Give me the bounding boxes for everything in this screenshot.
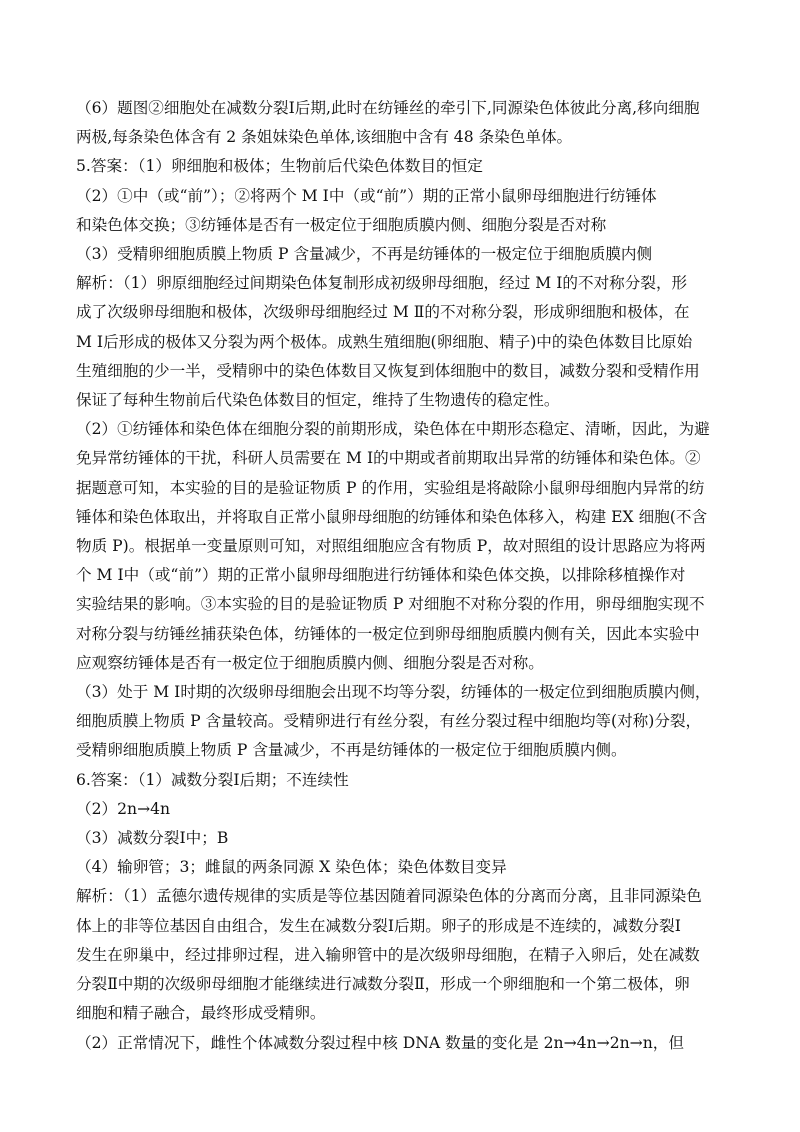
text-line: （3）受精卵细胞质膜上物质 P 含量减少，不再是纺锤体的一极定位于细胞质膜内侧 [76,245,653,264]
text-line: （2）正常情况下，雌性个体减数分裂过程中核 DNA 数量的变化是 2n→4n→2n→n，但 [76,1033,684,1052]
text-line: 个 M Ⅰ中（或“前”）期的正常小鼠卵母细胞进行纺锤体和染色体交换，以排除移植操作对 [76,566,686,585]
text-line: （3）处于 M Ⅰ时期的次级卵母细胞会出现不均等分裂，纺锤体的一极定位到细胞质膜内侧， [76,683,711,702]
answer-heading-6: 6.答案：（1）减数分裂Ⅰ后期；不连续性 [76,770,349,789]
text-line: 细胞质膜上物质 P 含量较高。受精卵进行有丝分裂，有丝分裂过程中细胞均等(对称)分裂， [76,712,702,731]
text-line: 应观察纺锤体是否有一极定位于细胞质膜内侧、细胞分裂是否对称。 [76,653,544,672]
text-line: 两极,每条染色体含有 2 条姐妹染色单体,该细胞中含有 48 条染色单体。 [76,128,573,147]
text-line: 分裂Ⅱ中期的次级卵母细胞才能继续进行减数分裂Ⅱ，形成一个卵细胞和一个第二极体，卵 [76,975,690,994]
text-line: 发生在卵巢中，经过排卵过程，进入输卵管中的是次级卵母细胞，在精子入卵后，处在减数 [76,945,700,964]
text-line: 成了次级卵母细胞和极体，次级卵母细胞经过 M Ⅱ的不对称分裂，形成卵细胞和极体，在 [76,303,690,322]
text-line: 受精卵细胞质膜上物质 P 含量减少，不再是纺锤体的一极定位于细胞质膜内侧。 [76,741,627,760]
text-line: 生殖细胞的少一半，受精卵中的染色体数目又恢复到体细胞中的数目，减数分裂和受精作用 [76,361,700,380]
text-line: 实验结果的影响。③本实验的目的是验证物质 P 对细胞不对称分裂的作用，卵母细胞实现不 [76,595,705,614]
text-line: 对称分裂与纺锤丝捕获染色体，纺锤体的一极定位到卵母细胞质膜内侧有关，因此本实验中 [76,624,700,643]
text-line: （3）减数分裂Ⅰ中；B [76,829,229,848]
text-line: 锤体和染色体取出，并将取自正常小鼠卵母细胞的纺锤体和染色体移入，构建 EX 细胞(不含 [76,507,708,526]
text-line: 细胞和精子融合，最终形成受精卵。 [76,1004,326,1023]
text-line: 据题意可知，本实验的目的是验证物质 P 的作用，实验组是将敲除小鼠卵母细胞内异常的纺 [76,478,705,497]
text-line: 体上的非等位基因自由组合，发生在减数分裂Ⅰ后期。卵子的形成是不连续的，减数分裂Ⅰ [76,916,681,935]
document-page [76,94,738,1058]
text-line: M Ⅰ后形成的极体又分裂为两个极体。成熟生殖细胞(卵细胞、精子)中的染色体数目比原始 [76,332,693,351]
text-line: 免异常纺锤体的干扰，科研人员需要在 M Ⅰ的中期或者前期取出异常的纺锤体和染色体。② [76,449,701,468]
text-line: 物质 P)。根据单一变量原则可知，对照组细胞应含有物质 P，故对照组的设计思路应为将两 [76,537,706,556]
analysis-heading: 解析：（1）孟德尔遗传规律的实质是等位基因随着同源染色体的分离而分离，且非同源染色 [76,887,702,906]
text-line: （2）①纺锤体和染色体在细胞分裂的前期形成，染色体在中期形态稳定、清晰，因此，为避 [76,420,710,439]
text-line: （2）①中（或“前”）；②将两个 M Ⅰ中（或“前”）期的正常小鼠卵母细胞进行纺锤体 [76,186,657,205]
text-line: （2）2n→4n [76,799,171,818]
answer-heading-5: 5.答案：（1）卵细胞和极体；生物前后代染色体数目的恒定 [76,157,483,176]
text-line: 和染色体交换；③纺锤体是否有一极定位于细胞质膜内侧、细胞分裂是否对称 [76,215,607,234]
text-line: 保证了每种生物前后代染色体数目的恒定，维持了生物遗传的稳定性。 [76,391,560,410]
text-line: （4）输卵管；3；雌鼠的两条同源 X 染色体；染色体数目变异 [76,858,507,877]
text-line: （6）题图②细胞处在减数分裂Ⅰ后期,此时在纺锤丝的牵引下,同源染色体彼此分离,移向细胞 [76,99,700,117]
analysis-heading: 解析：（1）卵原细胞经过间期染色体复制形成初级卵母细胞，经过 M Ⅰ的不对称分裂，形 [76,274,688,293]
